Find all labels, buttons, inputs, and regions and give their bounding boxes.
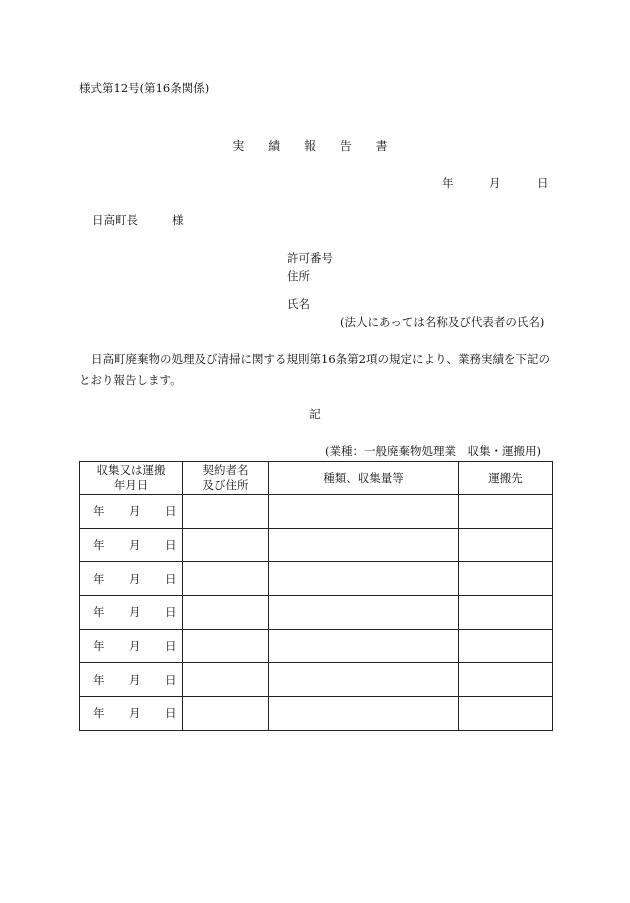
- destination-cell[interactable]: [459, 629, 553, 663]
- table-row: [80, 697, 553, 731]
- date-year-unit: 年: [93, 672, 105, 687]
- type-quantity-cell[interactable]: [269, 495, 459, 529]
- header-line: 種類、収集量等: [323, 470, 404, 485]
- table-row: [80, 596, 553, 630]
- date-cell[interactable]: [80, 596, 183, 630]
- name-label: 氏名: [287, 297, 310, 311]
- contractor-cell[interactable]: [183, 528, 269, 562]
- type-quantity-cell[interactable]: [269, 663, 459, 697]
- records-table: [79, 461, 553, 731]
- type-quantity-cell[interactable]: [269, 596, 459, 630]
- date-cell[interactable]: [80, 562, 183, 596]
- date-year-unit: 年: [93, 706, 105, 721]
- date-month-unit: 月: [129, 706, 141, 721]
- type-quantity-cell[interactable]: [269, 528, 459, 562]
- date-day-unit: 日: [165, 538, 177, 553]
- destination-cell[interactable]: [459, 495, 553, 529]
- header-line: 及び住所: [202, 478, 249, 492]
- date-cell[interactable]: [80, 663, 183, 697]
- date-day-unit: 日: [165, 504, 177, 519]
- date-month-unit: 月: [129, 571, 141, 586]
- table-row: [80, 495, 553, 529]
- contractor-cell[interactable]: [183, 596, 269, 630]
- contractor-cell[interactable]: [183, 697, 269, 731]
- table-row: [80, 629, 553, 663]
- type-quantity-cell[interactable]: [269, 629, 459, 663]
- destination-cell[interactable]: [459, 528, 553, 562]
- date-day-unit: 日: [165, 605, 177, 620]
- header-line: 収集又は運搬: [96, 463, 166, 477]
- date-cell[interactable]: [80, 629, 183, 663]
- ki-heading: 記: [309, 407, 321, 421]
- date-cell[interactable]: [80, 495, 183, 529]
- table-row: [80, 562, 553, 596]
- contractor-cell[interactable]: [183, 663, 269, 697]
- date-line: [442, 175, 549, 191]
- date-month-unit: 月: [129, 605, 141, 620]
- date-month-unit: 月: [129, 504, 141, 519]
- addressee-name: 日高町長: [92, 213, 138, 227]
- date-year-unit: 年: [93, 639, 105, 654]
- header-type-quantity: [269, 462, 459, 495]
- date-month-unit: 月: [129, 639, 141, 654]
- destination-cell[interactable]: [459, 697, 553, 731]
- date-month-label: 月: [489, 176, 501, 190]
- date-year-unit: 年: [93, 605, 105, 620]
- permit-number-label: 許可番号: [287, 251, 333, 265]
- contractor-cell[interactable]: [183, 495, 269, 529]
- date-day-unit: 日: [165, 639, 177, 654]
- date-cell[interactable]: [80, 528, 183, 562]
- table-header-row: [80, 462, 553, 495]
- name-note: (法人にあっては名称及び代表者の氏名): [340, 315, 545, 329]
- date-year-label: 年: [442, 176, 454, 190]
- date-day-unit: 日: [165, 571, 177, 586]
- date-cell[interactable]: [80, 697, 183, 731]
- header-line: 契約者名: [202, 463, 249, 477]
- date-year-unit: 年: [93, 571, 105, 586]
- header-destination: [459, 462, 553, 495]
- date-month-unit: 月: [129, 672, 141, 687]
- address-label: 住所: [287, 269, 310, 283]
- contractor-cell[interactable]: [183, 562, 269, 596]
- document-title: 実 績 報 告 書: [232, 139, 398, 153]
- header-collection-date: [80, 462, 183, 495]
- destination-cell[interactable]: [459, 663, 553, 697]
- business-type-note: (業種：一般廃棄物処理業 収集・運搬用): [325, 444, 541, 458]
- body-text: 日高町廃棄物の処理及び清掃に関する規則第16条第2項の規定により、業務実績を下記のとおり報告します。: [79, 352, 550, 387]
- destination-cell[interactable]: [459, 596, 553, 630]
- form-number: 様式第12号(第16条関係): [79, 81, 210, 95]
- header-contractor: [183, 462, 269, 495]
- destination-cell[interactable]: [459, 562, 553, 596]
- addressee: [92, 212, 184, 228]
- contractor-cell[interactable]: [183, 629, 269, 663]
- type-quantity-cell[interactable]: [269, 562, 459, 596]
- table-row: [80, 663, 553, 697]
- header-line: 年月日: [113, 478, 149, 492]
- date-day-unit: 日: [165, 672, 177, 687]
- date-month-unit: 月: [129, 538, 141, 553]
- date-day-label: 日: [537, 176, 549, 190]
- date-year-unit: 年: [93, 538, 105, 553]
- table-row: [80, 528, 553, 562]
- date-year-unit: 年: [93, 504, 105, 519]
- type-quantity-cell[interactable]: [269, 697, 459, 731]
- date-day-unit: 日: [165, 706, 177, 721]
- header-line: 運搬先: [488, 470, 523, 485]
- addressee-honorific: 様: [172, 213, 184, 227]
